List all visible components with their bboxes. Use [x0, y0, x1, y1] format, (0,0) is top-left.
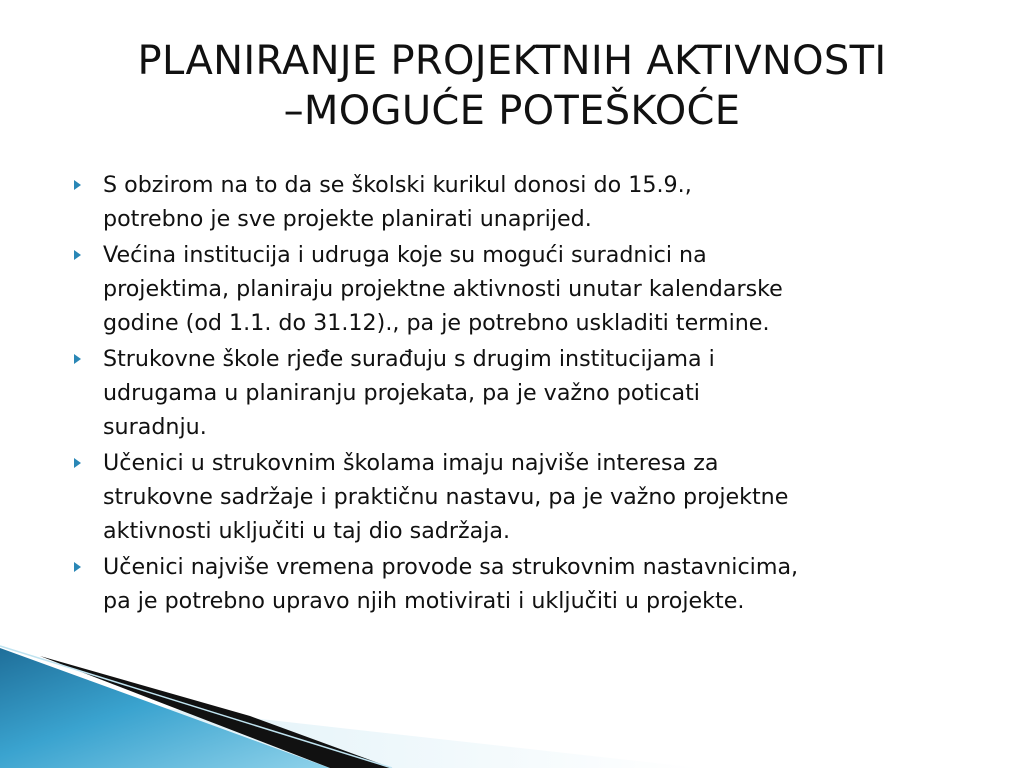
bullet-text-line: S obzirom na to da se školski kurikul donosi do 15.9., — [103, 172, 692, 198]
bullet-text-line: godine (od 1.1. do 31.12)., pa je potrebno uskladiti termine. — [103, 310, 770, 336]
triangle-right-icon — [74, 354, 81, 364]
bullet-item — [74, 550, 974, 618]
bullet-list — [74, 168, 974, 620]
triangle-right-icon — [74, 562, 81, 572]
bullet-item — [74, 342, 974, 444]
bullet-item — [74, 168, 974, 236]
bullet-item — [74, 238, 974, 340]
bullet-text-line: projektima, planiraju projektne aktivnosti unutar kalendarske — [103, 276, 783, 302]
triangle-right-icon — [74, 250, 81, 260]
bullet-text-line: Učenici u strukovnim školama imaju najviše interesa za — [103, 450, 719, 476]
bullet-text-line: potrebno je sve projekte planirati unaprijed. — [103, 206, 592, 232]
bullet-text-line: Strukovne škole rjeđe surađuju s drugim institucijama i — [103, 346, 715, 372]
slide-title-line-1: PLANIRANJE PROJEKTNIH AKTIVNOSTI — [137, 38, 887, 84]
bullet-item — [74, 446, 974, 548]
bullet-text-line: pa je potrebno upravo njih motivirati i uključiti u projekte. — [103, 588, 745, 614]
bullet-text-line: udrugama u planiranju projekata, pa je važno poticati — [103, 380, 700, 406]
slide-title-line-2: –MOGUĆE POTEŠKOĆE — [283, 88, 741, 134]
bullet-text-line: strukovne sadržaje i praktičnu nastavu, pa je važno projektne — [103, 484, 789, 510]
slide-title — [60, 36, 964, 136]
bullet-text-line: Učenici najviše vremena provode sa strukovnim nastavnicima, — [103, 554, 799, 580]
triangle-right-icon — [74, 180, 81, 190]
bullet-text-line: aktivnosti uključiti u taj dio sadržaja. — [103, 518, 511, 544]
triangle-right-icon — [74, 458, 81, 468]
bullet-text-line: Većina institucija i udruga koje su mogući suradnici na — [103, 242, 707, 268]
bullet-text-line: suradnju. — [103, 414, 207, 440]
